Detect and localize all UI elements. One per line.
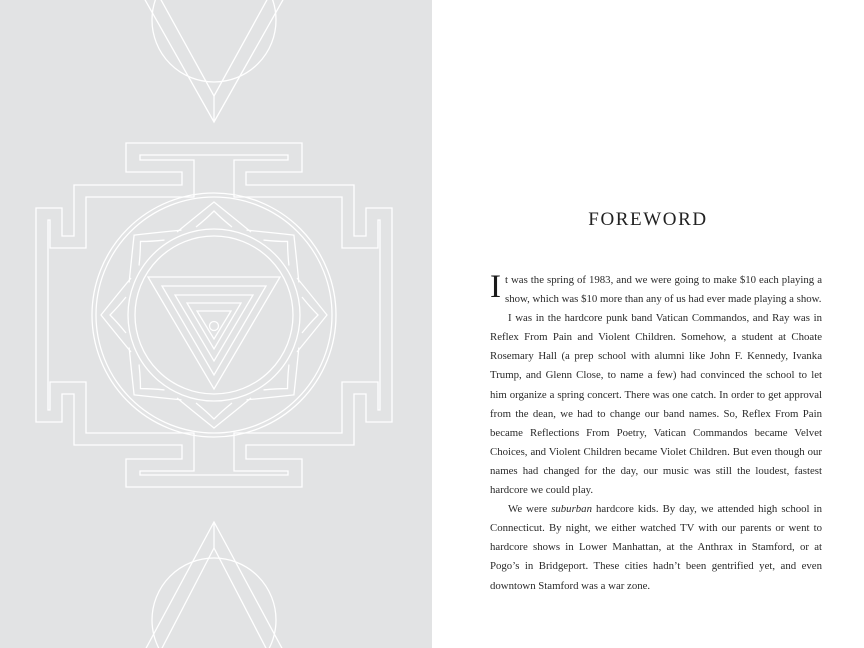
text-page	[432, 0, 864, 648]
bindu-dot	[210, 322, 219, 331]
paragraph-3	[490, 500, 822, 595]
paragraph-1	[490, 271, 822, 309]
bottom-ornament	[144, 522, 284, 648]
paragraph-3-lead: We were	[508, 503, 552, 516]
foreword-body	[490, 271, 822, 596]
chapter-title: FOREWORD	[588, 209, 708, 230]
bhupura-frame	[36, 143, 392, 487]
drop-cap: I	[490, 269, 501, 305]
top-ornament	[144, 0, 284, 122]
paragraph-1-text: t was the spring of 1983, and we were going to make $10 each playing a show, which was $10 more than any of us had ever made playing a show.	[505, 274, 822, 306]
paragraph-3-rest: hardcore kids. By day, we attended high school in Connecticut. By night, we either watched TV with our parents or went to hardcore shows in Lower Manhattan, at the Anthrax in Stamford, or at Pogo’s in Bridgeport. These cities hadn’t been gentrified yet, and even downtown Stamford was a war zone.	[490, 503, 822, 592]
paragraph-2: I was in the hardcore punk band Vatican Commandos, and Ray was in Reflex From Pain and Violent Children. Somehow, a student at Choate Rosemary Hall (a prep school with alumni like John F. Kennedy, Ivanka Trump, and Glenn Close, to name a few) had convinced the school to let him organize a spring concert. There was one catch. In order to get approval from the dean, we had to change our band names. So, Reflex From Pain became Reflections From Poetry, Vatican Commandos became Velvet Choices, and Violent Children became Violet Children. But even though our names had changed for the day, our music was still the loudest, fastest hardcore we could play.	[490, 312, 822, 497]
paragraph-3-emphasis: suburban	[551, 503, 592, 516]
nested-triangles	[148, 277, 280, 389]
